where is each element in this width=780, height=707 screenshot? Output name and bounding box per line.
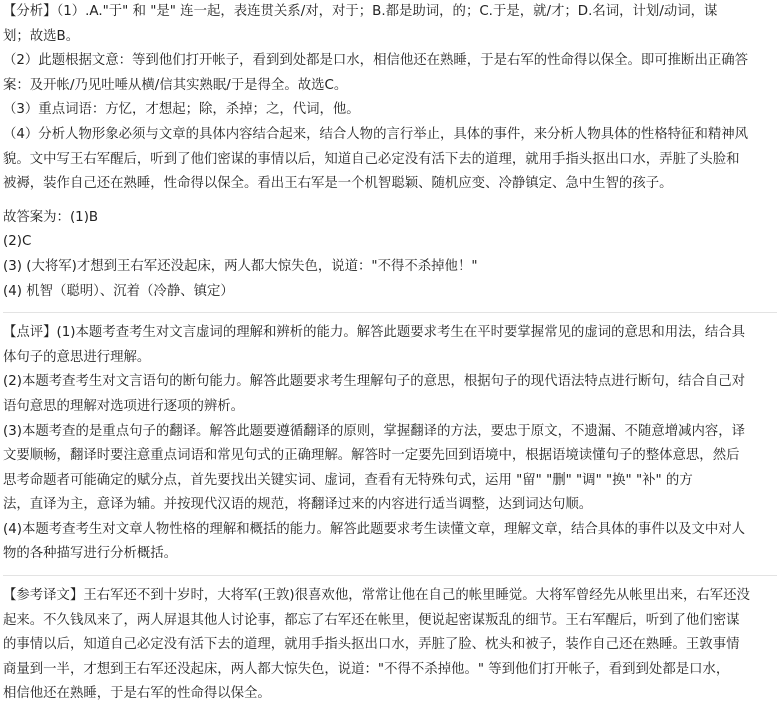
analysis-section [3,0,777,197]
translation-section [3,584,777,707]
answer-line: (4) 机智（聪明）、沉着（冷静、镇定） [3,283,234,299]
translation-line: 起来。不久钱凤来了，两人屏退其他人讨论事，都忘了右军还在帐里，便说起密谋叛乱的细节。王右军醒后，听到了他们密谋 [3,612,740,628]
translation-line: 【参考译文】王右军还不到十岁时，大将军(王敦)很喜欢他，常常让他在自己的帐里睡觉。大将军曾经先从帐里出来，右军还没 [3,588,750,604]
comment-line: (4)本题考查考生对文章人物性格的理解和概括的能力。解答此题要求考生读懂文章，理解文章，结合具体的事件以及文中对人 [3,521,746,537]
section-divider [3,575,777,576]
analysis-line: （4）分析人物形象必须与文章的具体内容结合起来，结合人物的言行举止，具体的事件，来分析人物具体的性格特征和精神风 [3,126,748,142]
analysis-line: 划；故选B。 [3,28,80,44]
comment-line: 法，直译为主，意译为辅。并按现代汉语的规范，将翻译过来的内容进行适当调整，达到词达句顺。 [3,497,593,513]
comment-line: 文要顺畅，翻译时要注意重点词语和常见句式的正确理解。解答时一定要先回到语境中，根据语境读懂句子的整体意思，然后 [3,448,740,464]
analysis-line: 【分析】（1）.A."于" 和 "是" 连一起，表连贯关系/对，对于；B.都是助词，的；C.于是，就/才；D.名词，计划/动词，谋 [3,4,718,19]
comment-line: 【点评】(1)本题考查考生对文言虚词的理解和辨析的能力。解答此题要求考生在平时要掌握常见的虚词的意思和用法，结合具 [3,325,746,341]
answer-line: (3) (大将军)才想到王右军还没起床，两人都大惊失色，说道："不得不杀掉他！" [3,258,478,274]
comment-section [3,321,777,567]
analysis-line: （2）此题根据文意：等到他们打开帐子，看到到处都是口水，相信他还在熟睡，于是右军的性命得以保全。即可推断出正确答 [3,53,748,69]
document-page [3,0,777,707]
answer-line: 故答案为：(1)B [3,209,99,225]
analysis-line: 案：及开帐/乃见吐唾从横/信其实熟眠/于是得全。故选C。 [3,77,348,93]
analysis-line: 被褥，装作自己还在熟睡，性命得以保全。看出王右军是一个机智聪颖、随机应变、冷静镇定、急中生智的孩子。 [3,176,673,192]
comment-line: (2)本题考查考生对文言语句的断句能力。解答此题要求考生理解句子的意思，根据句子的现代语法特点进行断句，结合自己对 [3,374,746,390]
comment-line: 物的各种描写进行分析概括。 [3,546,178,562]
comment-line: 体句子的意思进行理解。 [3,349,151,365]
comment-line: (3)本题考查的是重点句子的翻译。解答此题要遵循翻译的原则，掌握翻译的方法，要忠于原文，不遗漏、不随意增减内容，译 [3,423,746,439]
section-divider [3,312,777,313]
answer-line: (2)C [3,234,32,250]
analysis-line: 貌。文中写王右军醒后，听到了他们密谋的事情以后，知道自己必定没有活下去的道理，就用手指头抠出口水，弄脏了头脸和 [3,151,740,167]
comment-line: 语句意思的理解对选项进行逐项的辨析。 [3,398,245,414]
answer-section [3,206,777,304]
translation-line: 商量到一半，才想到王右军还没起床，两人都大惊失色，说道："不得不杀掉他。" 等到他们打开帐子，看到到处都是口水， [3,661,730,677]
translation-line: 的事情以后，知道自己必定没有活下去的道理，就用手指头抠出口水，弄脏了脸、枕头和被子，装作自己还在熟睡。王敦事情 [3,637,740,653]
analysis-line: （3）重点词语：方忆，才想起；除，杀掉；之，代词，他。 [3,102,360,118]
comment-line: 思考命题者可能确定的赋分点，首先要找出关键实词、虚词，查看有无特殊句式，运用 "留" "删" "调" "换" "补" 的方 [3,472,693,488]
translation-line: 相信他还在熟睡，于是右军的性命得以保全。 [3,686,271,702]
